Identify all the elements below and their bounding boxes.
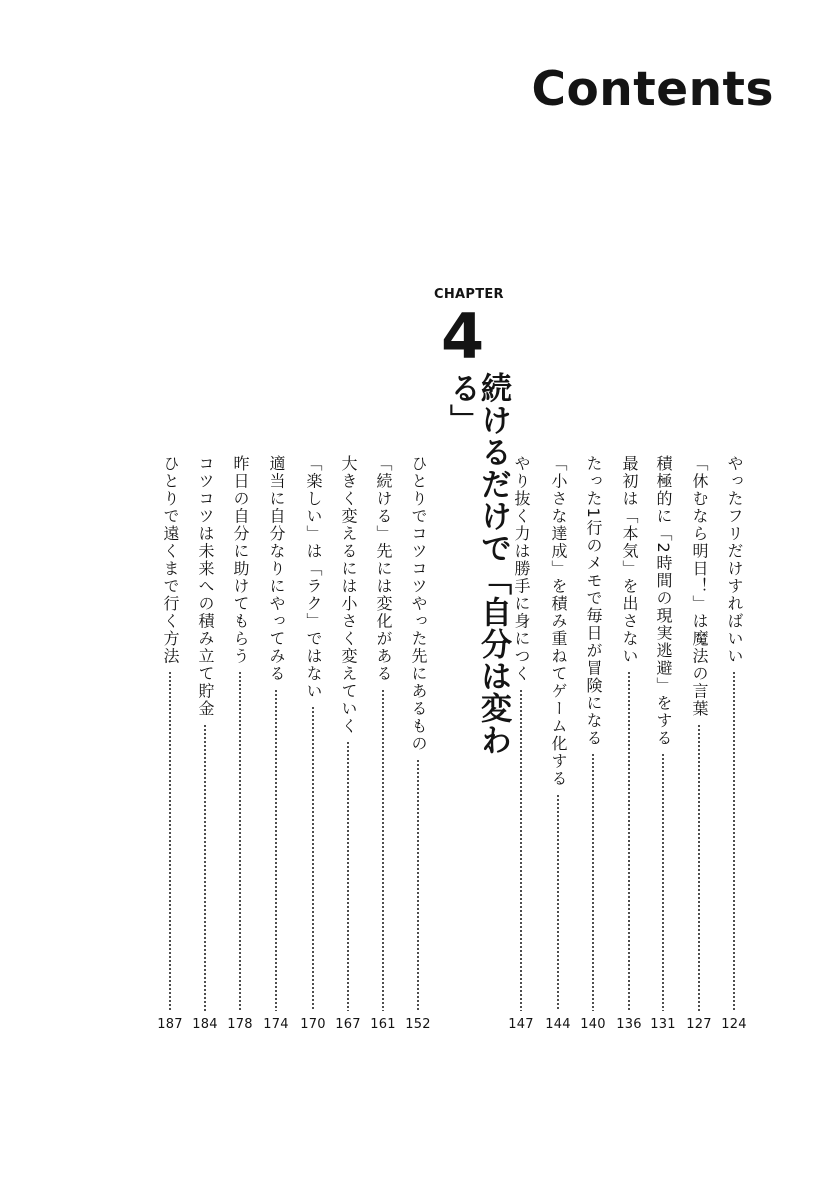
page-number: 178 [227,1017,253,1032]
page-number: 136 [616,1017,642,1032]
toc-entry[interactable] [336,455,360,1011]
toc-entry-title: 積極的に「2時間の現実逃避」をする [654,455,673,747]
dot-leader [661,753,665,1011]
toc-entry[interactable] [301,455,325,1011]
chapter-label: CHAPTER [434,287,504,302]
toc-entry-title: 昨日の自分に助けてもらう [231,455,250,665]
toc-entry[interactable] [722,455,746,1011]
page-number: 131 [650,1017,676,1032]
page-number: 152 [405,1017,431,1032]
dot-leader [203,724,207,1012]
dot-leader [311,706,315,1011]
page-number: 170 [300,1017,326,1032]
page-number: 184 [192,1017,218,1032]
toc-entry-title: やり抜く力は勝手に身につく [512,455,531,683]
dot-leader [274,689,278,1012]
toc-entry[interactable] [651,455,675,1011]
dot-leader [168,671,172,1011]
toc-entry-title: ひとりで遠くまで行く方法 [161,455,180,665]
page-number: 124 [721,1017,747,1032]
toc-entry[interactable] [406,455,430,1011]
toc-entry-title: たった1行のメモで毎日が冒険になる [584,455,603,747]
toc-entry-title: 「続ける」先には変化がある [374,455,393,683]
dot-leader [381,689,385,1012]
toc-entry-title: 「休むなら明日！」は魔法の言葉 [690,455,709,718]
dot-leader [591,753,595,1011]
dot-leader [732,671,736,1011]
toc-entry[interactable] [546,455,570,1011]
toc-entry[interactable] [581,455,605,1011]
dot-leader [238,671,242,1011]
toc-entry[interactable] [371,455,395,1011]
toc-entry[interactable] [264,455,288,1011]
page-number: 140 [580,1017,606,1032]
toc-entry[interactable] [687,455,711,1011]
toc-entry-title: 最初は「本気」を出さない [620,455,639,665]
toc-entry-title: ひとりでコツコツやった先にあるもの [409,455,428,753]
page-number: 161 [370,1017,396,1032]
page-number: 147 [508,1017,534,1032]
dot-leader [556,794,560,1012]
toc-entry-title: 「楽しい」は「ラク」ではない [304,455,323,700]
toc-entry-title: 大きく変えるには小さく変えていく [339,455,358,735]
dot-leader [416,759,420,1012]
chapter-number: 4 [441,300,485,373]
page-number: 174 [263,1017,289,1032]
page-number: 167 [335,1017,361,1032]
dot-leader [627,671,631,1011]
toc-entry-title: 適当に自分なりにやってみる [267,455,286,683]
page-number: 127 [686,1017,712,1032]
chapter-title: 続けるだけで「自分は変わる」 [444,372,511,756]
toc-entry[interactable] [193,455,217,1011]
dot-leader [519,689,523,1012]
dot-leader [697,724,701,1012]
toc-entry-title: やったフリだけすればいい [725,455,744,665]
toc-entry[interactable] [158,455,182,1011]
dot-leader [346,741,350,1011]
page-number: 144 [545,1017,571,1032]
toc-entry[interactable] [617,455,641,1011]
toc-entry-title: コツコツは未来への積み立て貯金 [196,455,215,718]
page-title: Contents [531,62,774,117]
page-number: 187 [157,1017,183,1032]
toc-entry[interactable] [509,455,533,1011]
toc-entry-title: 「小さな達成」を積み重ねてゲーム化する [549,455,568,788]
toc-entry[interactable] [228,455,252,1011]
